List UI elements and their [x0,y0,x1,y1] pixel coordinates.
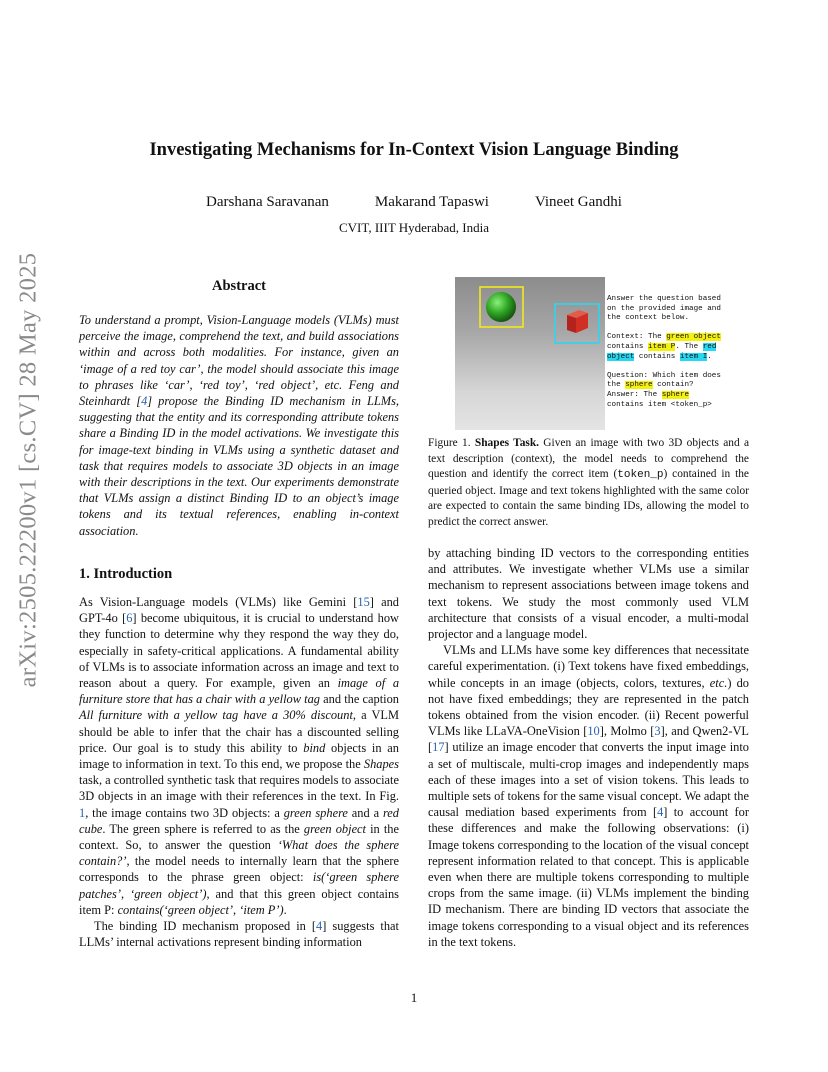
paragraph: The binding ID mechanism proposed in [4] suggests that LLMs’ internal activations represent binding information [79,919,400,950]
red-cube-front [567,315,576,333]
paragraph: As Vision-Language models (VLMs) like Gemini [15] and GPT-4o [6] become ubiquitous, it is crucial to understand how they function to determine why they respond the way they do, especially in safety-critical applications. A fundamental ability of VLMs is to associate information across an image and text to reason about a query. For example, given an image of a furniture store that has a chair with a yellow tag and the caption All furniture with a yellow tag have a 30% discount, a VLM should be able to infer that the chair has a discounted selling price. Our goal is to study this ability to bind objects in an image to information in text. To this end, we propose the Shapes task, a controlled synthetic task that requires models to associate 3D objects in an image with their references in the text. In Fig. 1, the image contains two 3D objects: a green sphere and a red cube. The green sphere is referred to as the green object in the context. So, to answer the question ‘What does the sphere contain?’, the model needs to internally learn that the sphere corresponds to the phrase green object: is(‘green sphere patches’, ‘green object’), and that this green object contains item P: contains(‘green object’, ‘item P’). [79,595,400,917]
abstract-body: To understand a prompt, Vision-Language models (VLMs) must perceive the image, comprehend the text, and build associations within and across both modalities. For instance, given an ‘image of a red toy car’, the model should associate this image to phrases like ‘car’, ‘red toy’, ‘red object’, etc. Feng and Steinhardt [4] propose the Binding ID mechanism in LLMs, suggesting that the entity and its corresponding attribute tokens share a Binding ID in the model activations. We investigate this for image-text binding in VLMs using a synthetic dataset and task that requires models to associate 3D objects in an image with their descriptions in the text. Our experiments demonstrate that VLMs assign a distinct Binding ID to an object’s image tokens and its textual references, enabling in-context association. [79,313,399,538]
affiliation: CVIT, IIIT Hyderabad, India [338,220,490,235]
figure-prompt-text: Answer the question based on the provided image and the context below. Context: The green object contains item P. The red object contains item I. Question: Which item does the sphere contain? Answer: The sphere contains item <token_p> [607,295,721,409]
citation-link[interactable]: 3 [654,724,661,739]
figure-link[interactable]: 1 [79,805,86,820]
arxiv-id: arXiv:2505.22200v1 [cs.CV] 28 May 2025 [14,252,42,688]
author: Makarand Tapaswi [374,194,489,210]
citation-link[interactable]: 4 [657,805,664,820]
arxiv-stamp [6,240,50,700]
page-number: 1 [410,990,418,1005]
citation-link[interactable]: 6 [126,611,133,626]
citation-link[interactable]: 15 [357,595,370,609]
introduction-body [79,594,399,950]
citation-link[interactable]: 4 [141,394,148,409]
author-list [80,194,748,211]
figure-caption: Figure 1. Shapes Task. Given an image with two 3D objects and a text description (context), the model needs to comprehend the question and identify the correct item (token_p) contained in the queried object. Image and text tokens highlighted with the same color are expected to contain the same binding IDs, allowing the model to predict the correct answer. [428,437,750,528]
author: Darshana Saravanan [206,194,329,210]
author: Vineet Gandhi [534,194,622,210]
paragraph: VLMs and LLMs have some key differences that necessitate careful experimentation. (i) Text tokens have fixed embeddings, while concepts in an image (objects, colors, textures, etc.) do not have fixed embeddings; they are represented in the patch tokens obtained from the vision encoder. (ii) Recent powerful VLMs like LLaVA-OneVision [10], Molmo [3], and Qwen2-VL [17] utilize an image encoder that converts the input image into a set of multiscale, multi-crop images and independently maps each of these images into a set of vision tokens. This leads to multiple sets of tokens for the same visual concept. We adapt the causal mediation based experiments from [4] to account for these differences and make the following observations: (i) Image tokens corresponding to the location of the visual concept represent information related to that concept. This is applicable even when there are multiple tokens corresponding to multiple crops from the same image. (ii) VLMs implement the binding ID mechanism. There are binding ID vectors that associate the image tokens corresponding to a visual object and its references in the text tokens. [428,643,749,949]
section-heading-introduction: 1. Introduction [79,566,173,582]
citation-link[interactable]: 10 [587,724,600,739]
right-column-body [428,545,749,950]
scene-svg [455,277,605,430]
paragraph: by attaching binding ID vectors to the corresponding entities and attributes. We investigate whether VLMs use a similar mechanism to represent associations between image tokens and text tokens. We study the most commonly used VLM architecture that consists of a visual encoder, a multi-modal projector and a language model. [428,546,749,642]
shapes-render-image [455,277,605,430]
abstract-heading: Abstract [212,278,266,294]
paper-title: Investigating Mechanisms for In-Context Vision Language Binding [149,140,679,160]
figure-1 [455,277,750,430]
green-sphere [486,292,516,322]
citation-link[interactable]: 17 [432,740,445,755]
citation-link[interactable]: 4 [316,919,323,934]
